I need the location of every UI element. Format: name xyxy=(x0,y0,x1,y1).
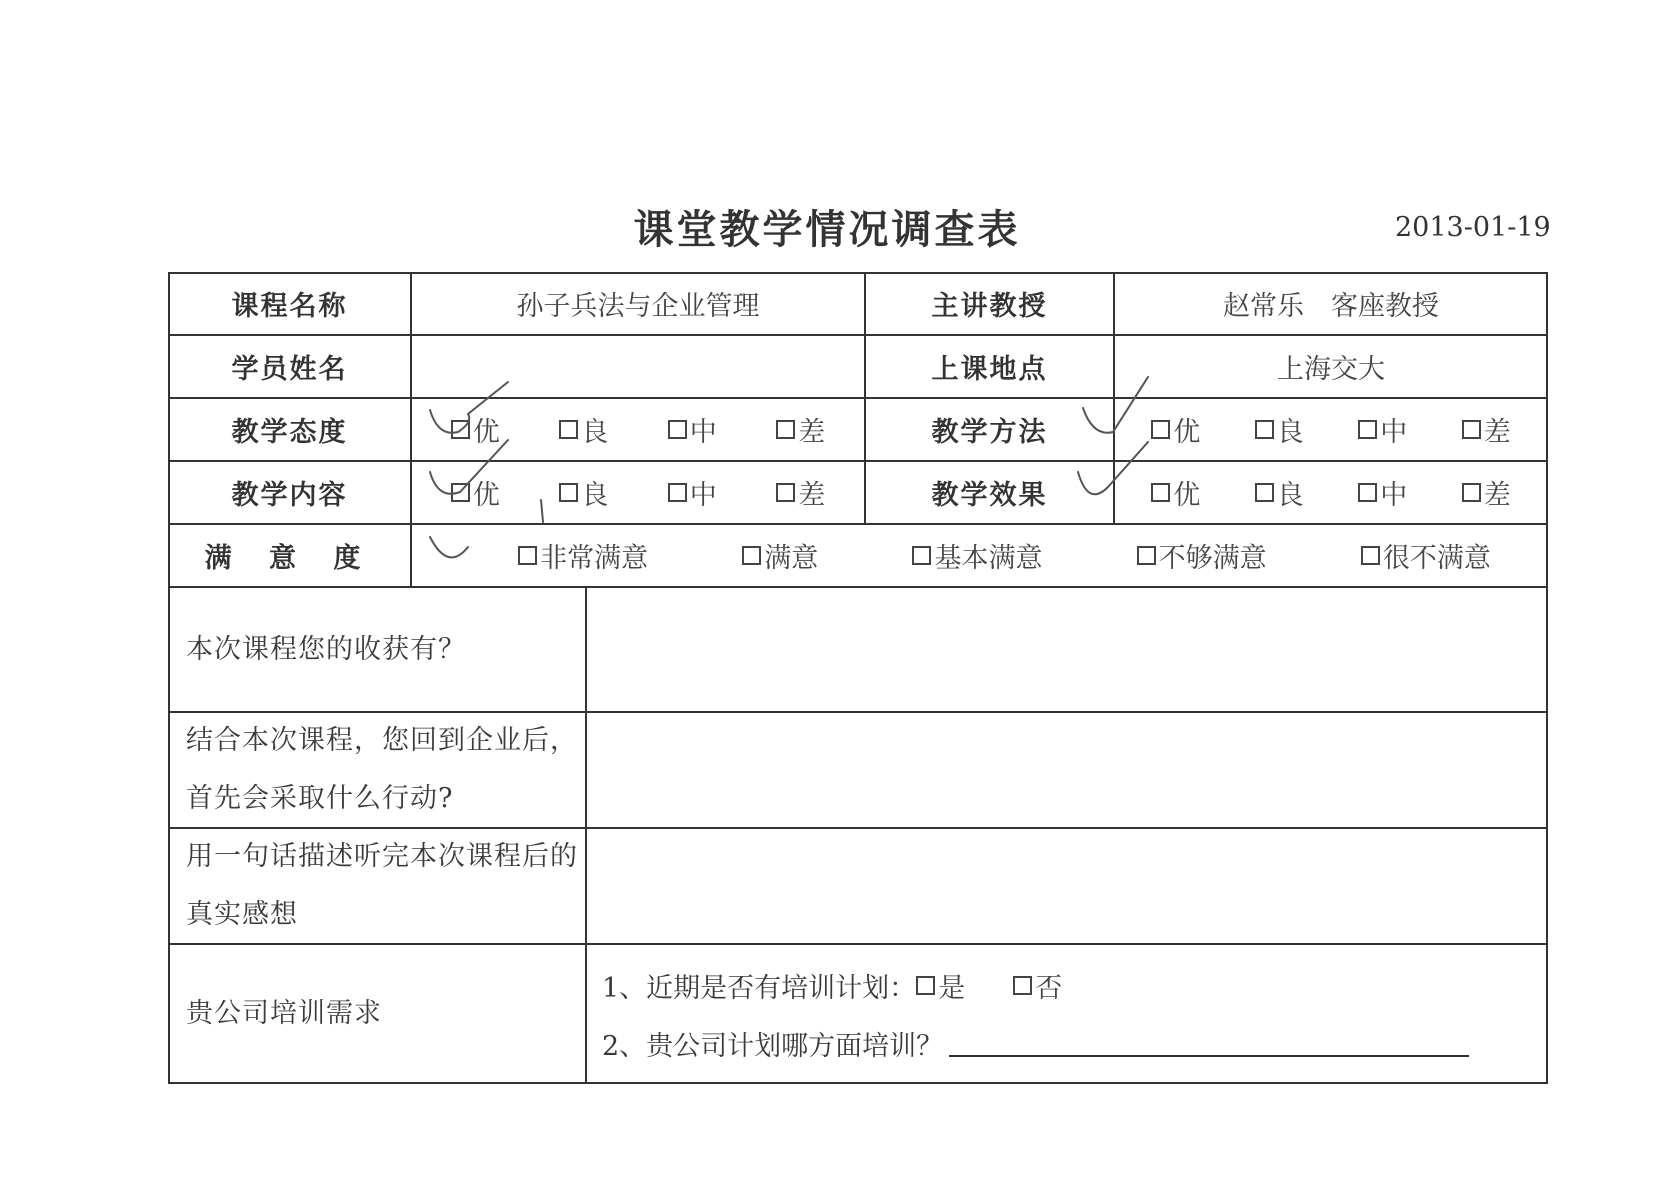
effect-option-average[interactable]: 中 xyxy=(1358,473,1407,512)
attitude-option-poor[interactable]: 差 xyxy=(776,410,825,449)
checkbox-icon[interactable] xyxy=(1013,976,1032,995)
question-impression: 用一句话描述听完本次课程后的真实感想 xyxy=(186,841,578,930)
lecturer-label: 主讲教授 xyxy=(931,291,1048,322)
course-name-value: 孙子兵法与企业管理 xyxy=(516,291,760,322)
checkbox-icon[interactable] xyxy=(1361,546,1380,565)
student-name-label: 学员姓名 xyxy=(231,354,348,385)
content-option-good[interactable]: 良 xyxy=(559,473,608,512)
checkbox-icon[interactable] xyxy=(1151,420,1170,439)
content-option-poor[interactable]: 差 xyxy=(776,473,825,512)
training-needs-label: 贵公司培训需求 xyxy=(186,998,382,1029)
survey-table xyxy=(168,272,1548,1084)
checkbox-icon[interactable] xyxy=(912,546,931,565)
satisfaction-options xyxy=(411,524,1548,587)
answer-gains-field[interactable] xyxy=(586,587,1548,712)
checkbox-icon[interactable] xyxy=(518,546,537,565)
checkbox-icon[interactable] xyxy=(1358,483,1377,502)
checkbox-icon[interactable] xyxy=(1462,483,1481,502)
form-date: 2013-01-19 xyxy=(1395,212,1551,243)
checkbox-icon[interactable] xyxy=(668,420,687,439)
effect-option-poor[interactable]: 差 xyxy=(1462,473,1511,512)
satisfaction-option-satisfied[interactable]: 满意 xyxy=(742,536,818,575)
lecturer-value: 赵常乐 客座教授 xyxy=(1223,291,1439,322)
teaching-content-label: 教学内容 xyxy=(231,480,348,511)
effect-option-good[interactable]: 良 xyxy=(1255,473,1304,512)
teaching-attitude-options xyxy=(411,398,865,461)
effect-option-excellent[interactable]: 优 xyxy=(1151,473,1200,512)
question-action: 结合本次课程，您回到企业后，首先会采取什么行动? xyxy=(186,725,578,814)
content-option-excellent[interactable]: 优 xyxy=(451,473,500,512)
satisfaction-option-very-dissatisfied[interactable]: 很不满意 xyxy=(1361,536,1491,575)
checkbox-icon[interactable] xyxy=(1255,420,1274,439)
checkbox-icon[interactable] xyxy=(1462,420,1481,439)
training-plan-no[interactable]: 否 xyxy=(1013,966,1062,1005)
training-plan-question: 1、近期是否有培训计划： 是 否 xyxy=(602,956,1062,1014)
content-option-average[interactable]: 中 xyxy=(668,473,717,512)
training-area-input[interactable] xyxy=(949,1029,1469,1057)
satisfaction-option-basically-satisfied[interactable]: 基本满意 xyxy=(912,536,1042,575)
student-name-field[interactable] xyxy=(411,335,865,398)
checkbox-icon[interactable] xyxy=(559,483,578,502)
location-label: 上课地点 xyxy=(931,354,1048,385)
teaching-method-options xyxy=(1114,398,1548,461)
course-name-label: 课程名称 xyxy=(231,291,348,322)
attitude-option-average[interactable]: 中 xyxy=(668,410,717,449)
location-value: 上海交大 xyxy=(1277,354,1385,385)
checkbox-icon[interactable] xyxy=(776,483,795,502)
page-title: 课堂教学情况调查表 xyxy=(633,207,1021,253)
teaching-attitude-label: 教学态度 xyxy=(231,417,348,448)
checkbox-icon[interactable] xyxy=(559,420,578,439)
attitude-option-excellent[interactable]: 优 xyxy=(451,410,500,449)
checkbox-icon[interactable] xyxy=(776,420,795,439)
checkbox-icon[interactable] xyxy=(1358,420,1377,439)
training-needs-content xyxy=(586,944,1548,1084)
answer-action-field[interactable] xyxy=(586,712,1548,828)
checkbox-icon[interactable] xyxy=(1255,483,1274,502)
method-option-good[interactable]: 良 xyxy=(1255,410,1304,449)
checkbox-icon[interactable] xyxy=(742,546,761,565)
satisfaction-label: 满 意 度 xyxy=(204,543,375,574)
attitude-option-good[interactable]: 良 xyxy=(559,410,608,449)
teaching-effect-options xyxy=(1114,461,1548,524)
method-option-poor[interactable]: 差 xyxy=(1462,410,1511,449)
training-plan-yes[interactable]: 是 xyxy=(916,966,965,1005)
satisfaction-option-not-satisfied-enough[interactable]: 不够满意 xyxy=(1137,536,1267,575)
teaching-effect-label: 教学效果 xyxy=(931,480,1048,511)
satisfaction-option-very-satisfied[interactable]: 非常满意 xyxy=(518,536,648,575)
checkbox-icon[interactable] xyxy=(1137,546,1156,565)
checkbox-icon[interactable] xyxy=(1151,483,1170,502)
answer-impression-field[interactable] xyxy=(586,828,1548,944)
training-area-question: 2、贵公司计划哪方面培训？ xyxy=(602,1014,1469,1072)
teaching-content-options xyxy=(411,461,865,524)
method-option-excellent[interactable]: 优 xyxy=(1151,410,1200,449)
checkbox-icon[interactable] xyxy=(916,976,935,995)
checkbox-icon[interactable] xyxy=(451,420,470,439)
checkbox-icon[interactable] xyxy=(668,483,687,502)
method-option-average[interactable]: 中 xyxy=(1358,410,1407,449)
question-gains: 本次课程您的收获有？ xyxy=(186,633,466,665)
teaching-method-label: 教学方法 xyxy=(931,417,1048,448)
checkbox-icon[interactable] xyxy=(451,483,470,502)
